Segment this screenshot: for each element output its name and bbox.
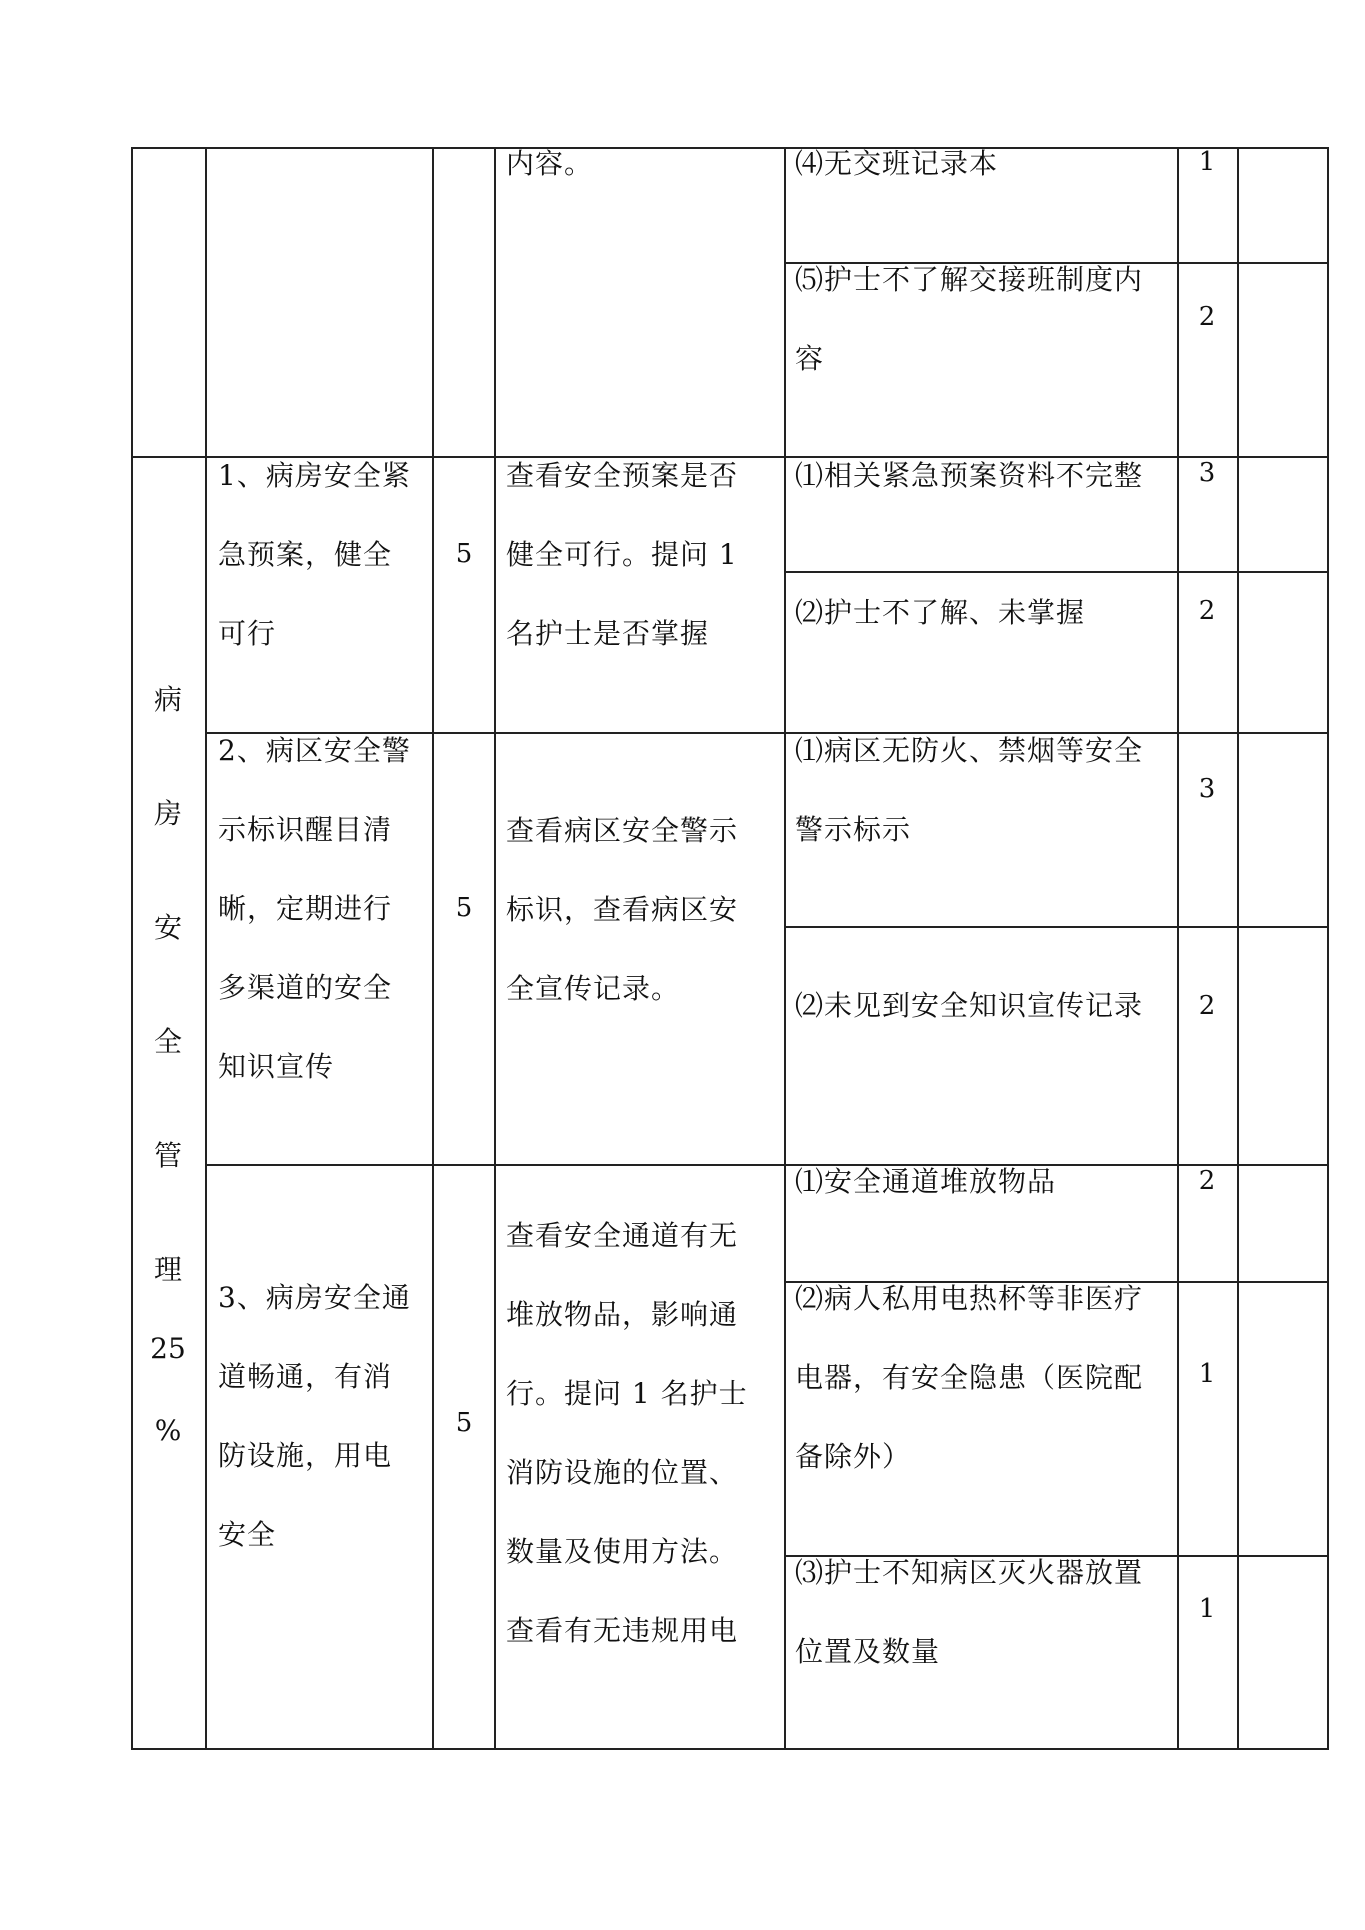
item-3-weight: 5 <box>455 1408 473 1438</box>
continuation-deduction-5: ⑸护士不了解交接班制度内 容 <box>795 263 1144 375</box>
item-3-deduction-3: ⑶护士不知病区灭火器放置 位置及数量 <box>795 1556 1144 1668</box>
category-char: 理 <box>153 1253 182 1286</box>
category-char: 管 <box>153 1139 182 1172</box>
item-2-score-2: 2 <box>1198 991 1216 1021</box>
item-1-deduction-1: ⑴相关紧急预案资料不完整 <box>795 459 1144 492</box>
item-3-score-2: 1 <box>1198 1359 1216 1389</box>
item-1-weight: 5 <box>455 539 473 569</box>
item-2-deduction-2: ⑵未见到安全知识宣传记录 <box>795 989 1144 1022</box>
item-2-weight: 5 <box>455 893 473 923</box>
item-3-standard: 3、病房安全通 道畅通，有消 防设施，用电 安全 <box>218 1281 411 1551</box>
item-2-standard: 2、病区安全警 示标识醒目清 晰，定期进行 多渠道的安全 知识宣传 <box>218 734 411 1083</box>
item-3-score-1: 2 <box>1198 1166 1216 1196</box>
continuation-score-5: 2 <box>1198 302 1216 332</box>
category-char: 25 <box>150 1332 186 1365</box>
item-2-deduction-1: ⑴病区无防火、禁烟等安全 警示标示 <box>795 734 1144 846</box>
item-1-score-1: 3 <box>1198 458 1216 488</box>
category-char: 房 <box>153 797 182 830</box>
item-1-deduction-2: ⑵护士不了解、未掌握 <box>795 596 1086 629</box>
item-1-score-2: 2 <box>1198 596 1216 626</box>
continuation-deduction-4: ⑷无交班记录本 <box>795 147 999 180</box>
continuation-method: 内容。 <box>506 147 594 180</box>
continuation-score-4: 1 <box>1198 147 1216 177</box>
item-2-score-1: 3 <box>1198 774 1216 804</box>
category-char: 安 <box>153 911 182 944</box>
item-1-standard: 1、病房安全紧 急预案，健全 可行 <box>218 459 411 650</box>
item-3-deduction-2: ⑵病人私用电热杯等非医疗 电器，有安全隐患（医院配 备除外） <box>795 1282 1144 1473</box>
category-char: 病 <box>153 683 182 716</box>
item-1-method: 查看安全预案是否 健全可行。提问 1 名护士是否掌握 <box>506 459 739 650</box>
item-3-method: 查看安全通道有无 堆放物品，影响通 行。提问 1 名护士 消防设施的位置、 数量及使用方法。 查看有无违规用电 <box>506 1219 748 1647</box>
category-char: % <box>154 1414 182 1447</box>
category-char: 全 <box>153 1025 182 1058</box>
item-2-method: 查看病区安全警示 标识，查看病区安 全宣传记录。 <box>506 814 739 1005</box>
item-3-score-3: 1 <box>1198 1594 1216 1624</box>
item-3-deduction-1: ⑴安全通道堆放物品 <box>795 1165 1057 1198</box>
